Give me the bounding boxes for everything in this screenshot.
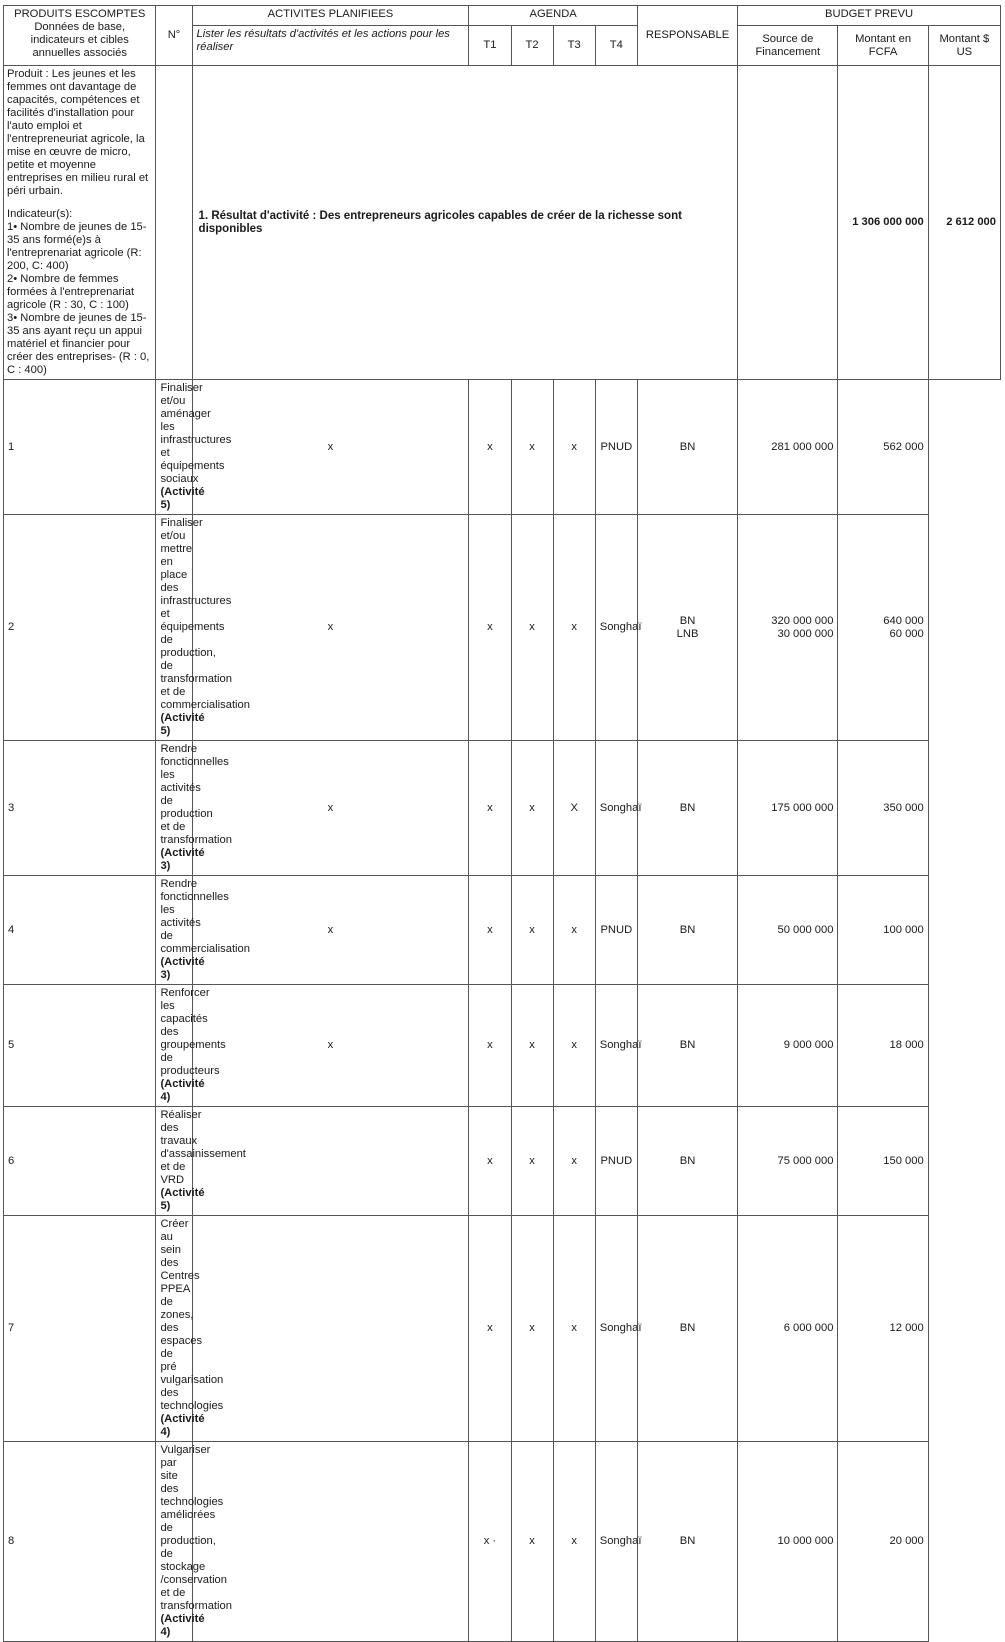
quarter-mark-t4: x [553,380,595,515]
header-q2: T2 [511,26,553,66]
responsable: Songhaï [595,741,637,876]
funding-source [637,1442,737,1642]
activity-description: Finaliser et/ou mettre en place des infrastructures et équipements de production, de transformation et de commercialisation [160,517,250,711]
quarter-mark-t1 [192,1107,469,1216]
quarter-mark-t3: x [511,515,553,741]
fcfa-value: 10 000 000 [777,1535,834,1547]
amount-usd [838,985,928,1107]
header-fcfa: Montant en FCFA [838,26,928,66]
activity-row [4,1107,1001,1216]
row-number: 7 [4,1216,156,1442]
quarter-mark-t4: X [553,741,595,876]
header-q3: T3 [553,26,595,66]
amount-fcfa [738,876,838,985]
header-activites: ACTIVITES PLANIFIEES [192,6,469,26]
responsable: Songhaï [595,985,637,1107]
activity-text [156,741,232,876]
quarter-mark-t2: x [469,380,511,515]
funding-source [637,1216,737,1442]
activity-row [4,985,1001,1107]
quarter-mark-t1: x [192,515,469,741]
indicateur-1: 1• Nombre de jeunes de 15-35 ans formé(e)s à l'entreprenariat agricole (R: 200, C: 400) [7,221,147,272]
funding-source [637,876,737,985]
src-value: BN [679,801,696,814]
quarter-mark-t1: x [192,380,469,515]
usd-value: 18 000 [889,1039,924,1051]
indicateur-2: 2• Nombre de femmes formées à l'entreprenariat agricole (R : 30, C : 100) [7,273,135,311]
amount-usd [838,1442,928,1642]
quarter-mark-t4: x [553,985,595,1107]
quarter-mark-t1 [192,1442,469,1642]
row-number: 2 [4,515,156,741]
quarter-mark-t1: x [192,985,469,1107]
activity-text [156,1107,246,1216]
header-agenda: AGENDA [469,6,638,26]
header-responsable: RESPONSABLE [637,6,737,66]
row-number: 1 [4,380,156,515]
row-number: 5 [4,985,156,1107]
amount-usd [838,741,928,876]
activity-text [156,1216,224,1442]
quarter-mark-t4: x [553,515,595,741]
usd-value: 100 000 [883,923,924,936]
amount-fcfa [738,1216,838,1442]
amount-usd [838,380,928,515]
quarter-mark-t2: x [469,985,511,1107]
quarter-mark-t4: x [553,1442,595,1642]
produit-text: Produit : Les jeunes et les femmes ont davantage de capacités, compétences et facilités d'installation pour l'auto emploi et l'entrepreneuriat agricole, la mise en œuvre de micro, petite et moyenne entreprises en milieu rural et péri urbain. [7,68,149,197]
quarter-mark-t3: x [511,1216,553,1442]
activity-row [4,1442,1001,1642]
quarter-mark-t2: x [469,1216,511,1442]
header-budget: BUDGET PREVU [738,6,1001,26]
amount-fcfa [738,985,838,1107]
result-label: 1. Résultat d'activité : Des entrepreneurs agricoles capables de créer de la richesse sont disponibles [192,66,738,380]
header-produits-title: PRODUITS ESCOMPTES [14,8,146,20]
fcfa-value: 281 000 000 [771,440,834,453]
header-usd: Montant $ US [928,26,1000,66]
amount-fcfa [738,1442,838,1642]
amount-fcfa [738,380,838,515]
responsable: PNUD [595,380,637,515]
usd-value: 60 000 [889,627,924,640]
responsable: Songhaï [595,515,637,741]
header-q4: T4 [595,26,637,66]
result-fcfa: 1 306 000 000 [838,66,928,380]
fcfa-value: 50 000 000 [777,923,834,936]
quarter-mark-t4: x [553,1216,595,1442]
header-produits [4,6,156,66]
src-value: BN [679,1039,696,1051]
activity-ref: (Activité 3) [160,956,205,981]
header-q1: T1 [469,26,511,66]
activity-description: Rendre fonctionnelles les activités de commercialisation [160,878,250,955]
quarter-mark-t3: x [511,985,553,1107]
amount-usd [838,515,928,741]
activity-row [4,876,1001,985]
activity-description: Rendre fonctionnelles les activités de production et de transformation [160,743,232,846]
responsable: PNUD [595,1107,637,1216]
amount-fcfa [738,1107,838,1216]
activity-ref: (Activité 4) [160,1613,205,1638]
quarter-mark-t3: x [511,1442,553,1642]
indicateur-3: 3• Nombre de jeunes de 15-35 ans ayant reçu un appui matériel et financier pour créer des entreprises- (R : 0, C : 400) [7,312,150,376]
quarter-mark-t2: x [469,1107,511,1216]
quarter-mark-t4: x [553,876,595,985]
activity-ref: (Activité 5) [160,1187,205,1212]
row-number: 8 [4,1442,156,1642]
usd-value: 350 000 [883,801,924,814]
activity-description: Réaliser des travaux d'assainissement et de VRD [160,1109,246,1186]
responsable: Songhaï [595,1442,637,1642]
row-number: 6 [4,1107,156,1216]
row-number: 4 [4,876,156,985]
amount-usd [838,1107,928,1216]
quarter-mark-t3: x [511,741,553,876]
header-num: N° [156,6,192,66]
amount-fcfa [738,515,838,741]
activity-description: Renforcer les capacités des groupements de producteurs [160,987,226,1077]
fcfa-value: 6 000 000 [783,1322,834,1334]
header-source: Source de Financement [738,26,838,66]
activity-text [156,876,250,985]
quarter-mark-t2: x [469,515,511,741]
fcfa-value: 175 000 000 [771,801,834,814]
responsable: Songhaï [595,1216,637,1442]
activity-ref: (Activité 5) [160,486,205,511]
activity-description: Vulgariser par site des technologies améliorées de production, de stockage /conservation et de transformation [160,1444,232,1612]
header-produits-sub: Données de base, indicateurs et cibles annuelles associés [30,21,129,59]
funding-source [637,515,737,741]
quarter-mark-t3: x [511,876,553,985]
header-activites-sub: Lister les résultats d'activités et les actions pour les réaliser [192,26,469,66]
amount-usd [838,1216,928,1442]
usd-value: 150 000 [883,1154,924,1167]
usd-value: 640 000 [883,614,924,627]
src-value: BN [679,1322,696,1334]
fcfa-value: 75 000 000 [777,1154,834,1167]
result-row [4,66,1001,380]
row-number: 3 [4,741,156,876]
src-value: BN [679,1154,696,1167]
amount-usd [838,876,928,985]
src-value: BN [679,614,696,627]
quarter-mark-t3: x [511,380,553,515]
activity-row [4,1216,1001,1442]
activity-text [156,380,232,515]
src-value: LNB [676,627,699,640]
activity-row [4,380,1001,515]
usd-value: 20 000 [889,1535,924,1547]
activity-budget-table [3,5,1001,1642]
activity-ref: (Activité 3) [160,847,205,872]
activity-text [156,985,226,1107]
fcfa-value: 320 000 000 [771,614,834,627]
src-value: BN [679,440,696,453]
quarter-mark-t4: x [553,1107,595,1216]
result-usd: 2 612 000 [928,66,1000,380]
activity-row [4,741,1001,876]
produit-cell [4,66,156,380]
activity-ref: (Activité 4) [160,1413,205,1438]
quarter-mark-t1 [192,1216,469,1442]
activity-description: Créer au sein des Centres PPEA de zones, des espaces de pré vulgarisation des technologies [160,1218,224,1412]
funding-source [637,985,737,1107]
funding-source [637,1107,737,1216]
activity-ref: (Activité 5) [160,712,205,737]
responsable: PNUD [595,876,637,985]
quarter-mark-t2: x [469,876,511,985]
funding-source [637,380,737,515]
usd-value: 12 000 [889,1322,924,1334]
quarter-mark-t1: x [192,876,469,985]
src-value: BN [679,1535,696,1547]
activity-description: Finaliser et/ou aménager les infrastructures et équipements sociaux [160,382,232,485]
fcfa-value: 30 000 000 [777,627,834,640]
quarter-mark-t3: x [511,1107,553,1216]
src-value: BN [679,923,696,936]
usd-value: 562 000 [883,440,924,453]
activity-text [156,515,250,741]
activity-ref: (Activité 4) [160,1078,205,1103]
quarter-mark-t2: x [469,741,511,876]
activity-row [4,515,1001,741]
indicateurs-title: Indicateur(s): [7,208,73,220]
funding-source [637,741,737,876]
activity-text [156,1442,232,1642]
quarter-mark-t1: x [192,741,469,876]
amount-fcfa [738,741,838,876]
fcfa-value: 9 000 000 [783,1039,834,1051]
quarter-mark-t2: x · [469,1442,511,1642]
